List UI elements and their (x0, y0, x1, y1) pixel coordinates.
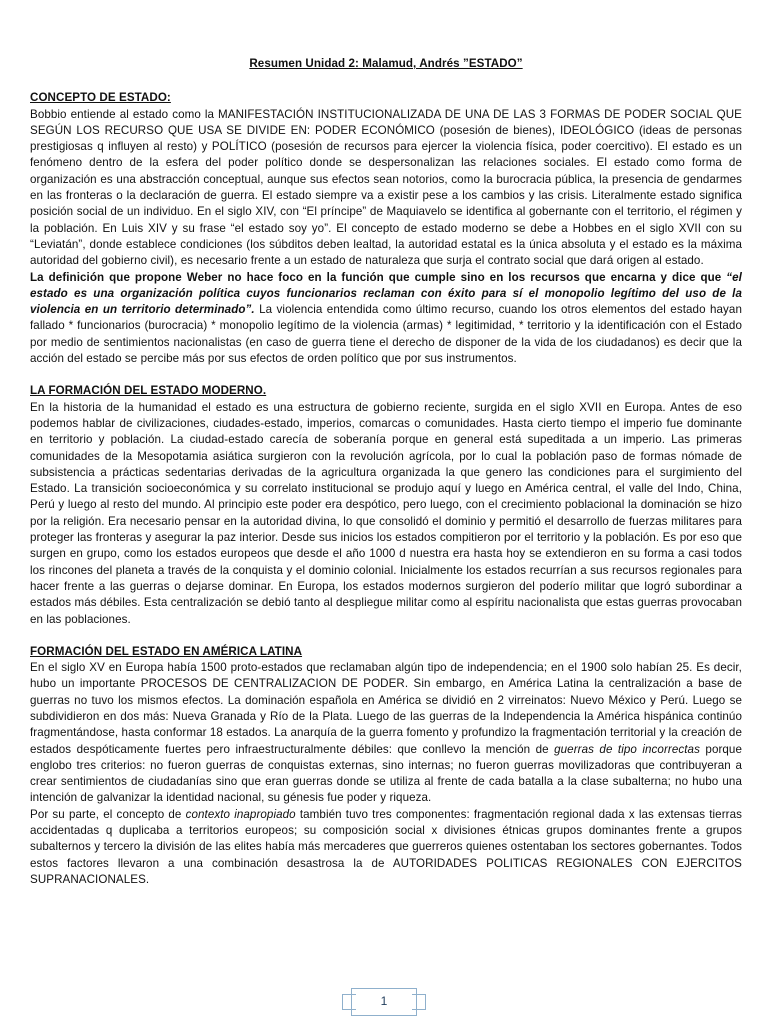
text-segment: La definición que propone Weber no hace foco en la función que cumple sino en los recursos que encarna y dice que (30, 270, 727, 284)
text-segment: La violencia entendida como último recurso, cuando los otros elementos del estado hayan fallado * funcionarios (burocracia) * monopolio legítimo de la violencia (armas) * legitimidad, * territorio y la identificación con el Estado por medio de sentimientos nacionalistas (en caso de guerra tiene el derecho de disponer de la vida de los ciudadanos) es decir que la acción del estado se percibe más por sus efectos de orden político que por sus instrumentos. (30, 303, 742, 366)
text-segment: contexto inapropiado (185, 807, 296, 821)
section-spacer (30, 628, 742, 644)
page-number-box (351, 988, 417, 1016)
text-segment: (posesión de recursos para ejercer la violencia física, poder coercitivo). El estado es un fenómeno dentro de la esfera del poder político donde se despersonalizan las relaciones sociales. El estado como forma de organización es una abstracción conceptual, aunque sus efectos sean notorios, como la burocracia pública, la presencia de gendarmes en las fronteras o la declaración de guerra. El estado siempre va a existir pese a los cambios y las crisis. Literalmente estado significa posición social de un individuo. En el siglo XIV, con “El príncipe” de Maquiavelo se identifica al gobernante con el territorio, el régimen y la población. En Luis XIV y su frase “el estado soy yo”. El concepto de estado moderno se debe a Hobbes en el siglo XVII con su “Leviatán”, donde establece condiciones (los súbditos deben lealtad, la autoridad estatal es la única absoluta y el estado es la máxima autoridad del gobierno civil), es necesario frente a un estado de naturaleza que surja el contrato social que dará origen al estado. (30, 140, 742, 268)
text-segment: En la historia de la humanidad el estado es una estructura de gobierno reciente, surgida en el siglo XVII en Europa. Antes de eso podemos hablar de civilizaciones, ciudades-estado, imperios, comarcas o comunidades. Hasta cierto tiempo el imperio fue dominante en territorio y población. La ciudad-estado carecía de soberanía porque en general está supeditada a un imperio. Las primeras comunidades de la Mesopotamia asiática surgieron con la revolución agrícola, por lo cual la población paso de formas nómade de subsistencia a prácticas sedentarias derivadas de la agricultura organizada la que genero las condiciones para el surgimiento del Estado. La transición socioeconómica y su correlato institucional se produjo aquí y luego en América central, el valle del Indo, China, Perú y luego al resto del mundo. Al principio este poder era despótico, pero luego, con el crecimiento poblacional la dominación se hizo por la religión. Era necesario pensar en la autoridad divina, lo que consolidó el dominio y permitió el desarrollo de fuerzas militares para proteger las fronteras y asegurar la paz interior. Desde sus inicios los estados compitieron por el territorio y la población. Es por eso que surgen en grupo, como los estados europeos que desde el año 1000 d nuestra era hasta hoy se extendieron en su forma a casi todos los rincones del planeta a través de la conquista y el dominio colonial. Inicialmente los estados recurrían a sus recursos regionales para hacer frente a las guerras o dejarse dominar. En Europa, los estados modernos surgieron del poderío militar que logró subordinar a estados más débiles. Esta centralización se debió tanto al despliegue militar como al espíritu nacionalista que estas guerras provocaban en las poblaciones. (30, 400, 742, 626)
page-number: 1 (380, 994, 388, 1008)
text-segment: Por su parte, el concepto de (30, 807, 186, 821)
paragraph (30, 400, 742, 628)
paragraph (30, 807, 742, 888)
text-segment: Bobbio entiende al estado como la MANIFESTACIÓN INSTITUCIONALIZADA DE UNA DE LAS 3 FORMAS DE PODER SOCIAL QUE SEGÚN LOS RECURSO QUE USA SE DIVIDE EN: PODER ECONÓMICO (30, 107, 742, 137)
document-body (30, 90, 742, 888)
text-segment: (ideas de personas prestigiosas q influyen al resto) y (30, 123, 742, 154)
text-segment: POLÍTICO (211, 140, 272, 154)
document-page (30, 44, 742, 888)
document-title: Resumen Unidad 2: Malamud, Andrés ”ESTADO” (249, 57, 523, 70)
text-segment: (posesión de bienes), (439, 123, 560, 137)
text-segment: porque englobo tres criterios: no fueron guerras de conquistas externas, sino internas; no fueron guerras movilizadoras que contribuyeran a crear sentimientos de ciudadanías sino que eran guerras donde se utiliza al frente de cada batalla a la clase subalterna; no hubo una intención de galvanizar la identidad nacional, su génesis fue poder y riqueza. (30, 742, 742, 805)
text-segment: también tuvo tres componentes: fragmentación regional dada x las extensas tierras accidentadas q duplicaba a territorios europeos; su composición social x divisiones étnicas grupos dominantes frente a grupos subalternos y tercero la división de las elites había más mercaderes que guerreros quienes ostentaban los sectores gobernantes. Todos estos factores llevaron a una combinación desastrosa la de AUTORIDADES POLITICAS REGIONALES CON EJERCITOS SUPRANACIONALES. (30, 807, 742, 886)
text-segment: En el siglo XV en Europa había 1500 proto-estados que reclamaban algún tipo de independencia; en el 1900 solo habían 25. Es decir, hubo un importante PROCESOS DE CENTRALIZACION DE PODER. Sin embargo, en América Latina la centralización a base de guerras no tuvo los mismos efectos. La dominación española en América se dividió en 2 virreinatos: Nuevo México y Perú. Luego se subdividieron en dos más: Nueva Granada y Río de la Plata. Luego de las guerras de la Independencia la América hispánica continúo fragmentándose, hasta conformar 18 estados. La anarquía de la guerra fomento y profundizo la fragmentación territorial y la creación de estados despóticamente fuertes pero infraestructuralmente débiles: que conllevo la mención de (30, 661, 742, 756)
section-heading: CONCEPTO DE ESTADO: (30, 91, 171, 105)
section-heading: FORMACIÓN DEL ESTADO EN AMÉRICA LATINA (30, 644, 303, 658)
paragraph (30, 660, 742, 807)
text-segment: “el estado es una organización política cuyos funcionarios reclaman con éxito para sí el monopolio legítimo del uso de la violencia en un territorio determinado”. (30, 270, 742, 317)
section-heading: LA FORMACIÓN DEL ESTADO MODERNO. (30, 384, 267, 398)
paragraph (30, 270, 742, 368)
text-segment: guerras de tipo incorrectas (554, 742, 700, 756)
paragraph (30, 107, 742, 270)
section-spacer (30, 367, 742, 383)
text-segment: IDEOLÓGICO (559, 123, 639, 137)
